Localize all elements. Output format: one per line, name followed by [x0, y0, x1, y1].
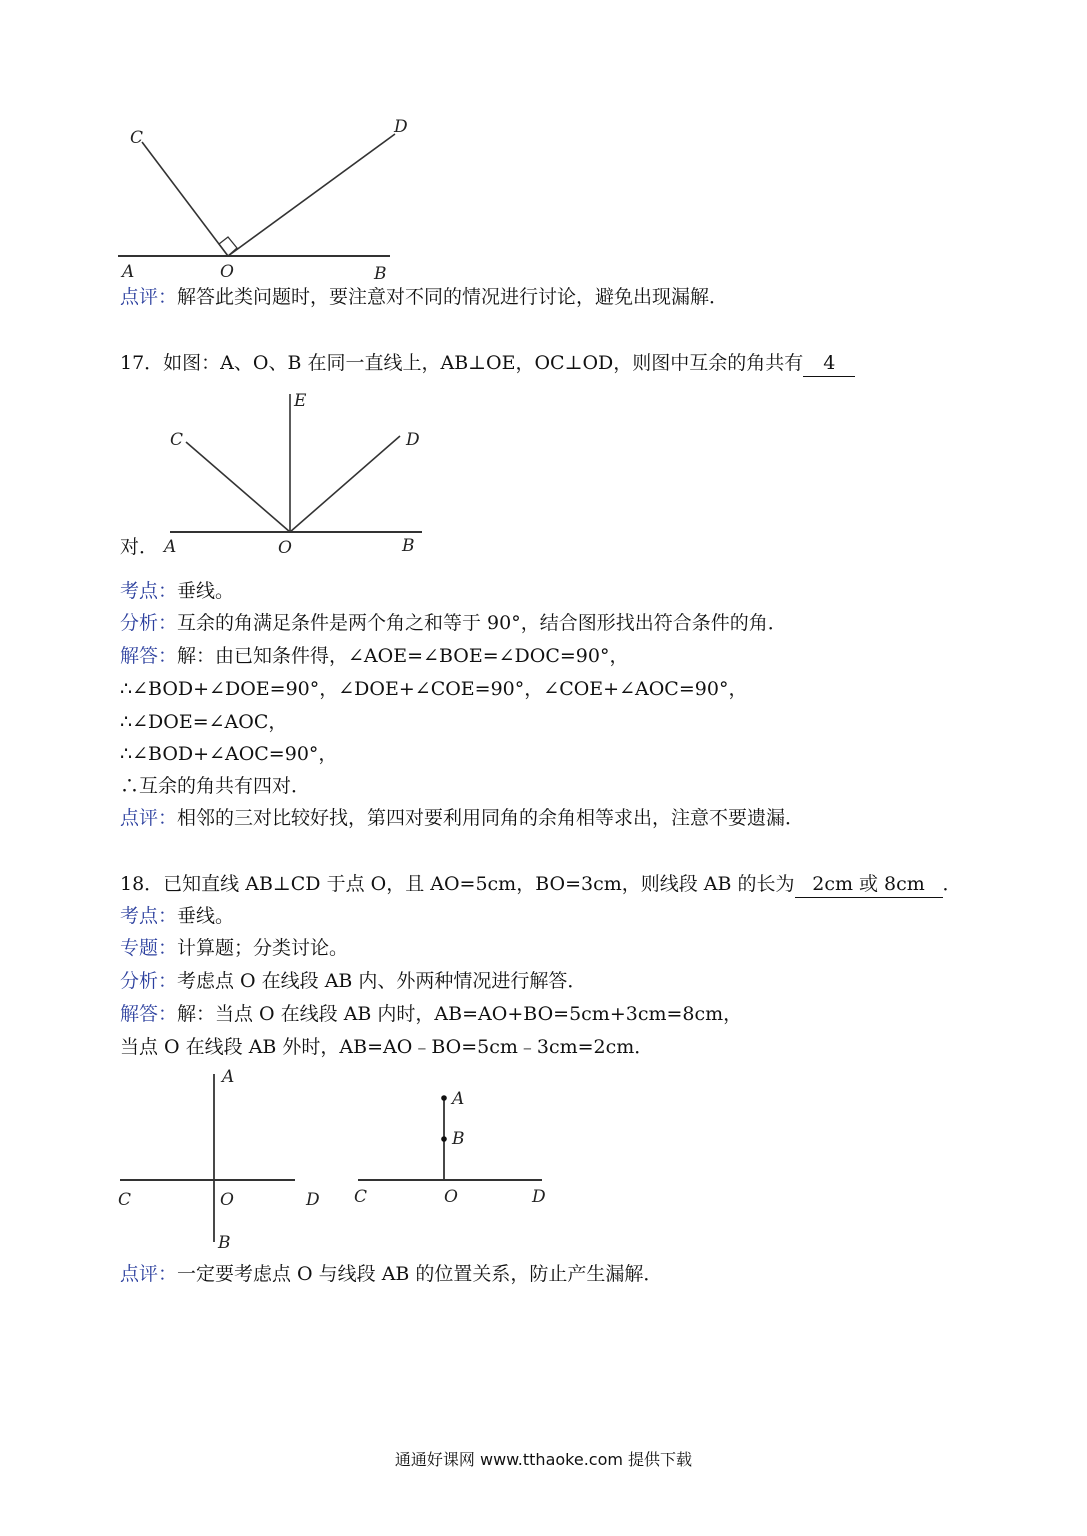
dianping-text: 一定要考虑点 O 与线段 AB 的位置关系，防止产生漏解．: [177, 1263, 663, 1285]
review-text: 解答此类问题时，要注意对不同的情况进行讨论，避免出现漏解．: [177, 286, 729, 308]
label-b: B: [452, 1129, 465, 1149]
jieda-tag: 解答：: [120, 1003, 178, 1025]
q18-answer: 2cm 或 8cm: [795, 871, 943, 898]
zhuanti-text: 计算题；分类讨论。: [177, 937, 349, 959]
q17-kaodian: [120, 578, 234, 604]
kaodian-tag: 考点：: [120, 580, 178, 602]
q17-step2: ∴∠DOE=∠AOC，: [120, 711, 288, 733]
label-b: B: [402, 536, 415, 556]
q17-step1: ∴∠BOD+∠DOE=90°，∠DOE+∠COE=90°，∠COE+∠AOC=90°，: [120, 678, 748, 700]
label-d: D: [532, 1187, 546, 1207]
dianping-tag: 点评：: [120, 1263, 178, 1285]
q17-suffix: 对．: [120, 536, 159, 558]
label-c: C: [130, 128, 144, 148]
fenxi-tag: 分析：: [120, 612, 178, 634]
q18-kaodian: [120, 903, 234, 929]
label-e: E: [294, 391, 307, 411]
fenxi-tag: 分析：: [120, 970, 178, 992]
q18-fenxi: [120, 968, 586, 994]
zhuanti-tag: 专题：: [120, 937, 178, 959]
q17-fenxi: [120, 610, 787, 636]
kaodian-tag: 考点：: [120, 905, 178, 927]
label-o: O: [220, 262, 234, 282]
q17-dianping: [120, 805, 804, 831]
jieda-text: 解：由已知条件得，∠AOE=∠BOE=∠DOC=90°，: [177, 645, 629, 667]
kaodian-text: 垂线。: [177, 905, 235, 927]
q18-dianping: [120, 1261, 662, 1287]
question-18: [120, 871, 962, 898]
page-footer: 通通好课网 www.tthaoke.com 提供下载: [394, 1450, 693, 1469]
q17-jieda: [120, 643, 629, 669]
label-d: D: [394, 117, 408, 137]
label-c: C: [354, 1187, 368, 1207]
q18-text: 18．已知直线 AB⊥CD 于点 O，且 AO=5cm，BO=3cm，则线段 AB 的长为: [120, 873, 795, 895]
label-a: A: [122, 262, 135, 282]
label-o: O: [444, 1187, 458, 1207]
kaodian-text: 垂线。: [177, 580, 235, 602]
figure-q17: [160, 388, 430, 560]
q17-step4: ∴互余的角共有四对．: [120, 775, 311, 797]
fenxi-text: 考虑点 O 在线段 AB 内、外两种情况进行解答．: [177, 970, 587, 992]
figure-angle-cod: [110, 110, 420, 285]
label-b: B: [218, 1233, 231, 1253]
label-b: B: [374, 264, 387, 284]
figure-q18-left: [110, 1064, 335, 1254]
q17-step3: ∴∠BOD+∠AOC=90°，: [120, 743, 338, 765]
dianping-text: 相邻的三对比较好找，第四对要利用同角的余角相等求出，注意不要遗漏．: [177, 807, 805, 829]
review-tag: 点评：: [120, 286, 178, 308]
q18-jieda: [120, 1001, 742, 1027]
label-c: C: [170, 430, 184, 450]
label-d: D: [406, 430, 420, 450]
q17-text: 17．如图：A、O、B 在同一直线上，AB⊥OE，OC⊥OD，则图中互余的角共有: [120, 352, 804, 374]
label-a: A: [164, 537, 177, 557]
jieda-text: 解：当点 O 在线段 AB 内时，AB=AO+BO=5cm+3cm=8cm，: [177, 1003, 743, 1025]
question-17: [120, 350, 855, 377]
label-c: C: [118, 1190, 132, 1210]
label-o: O: [278, 538, 292, 558]
q18-step1: 当点 O 在线段 AB 外时，AB=AO﹣BO=5cm﹣3cm=2cm．: [120, 1036, 654, 1058]
dianping-tag: 点评：: [120, 807, 178, 829]
review-16: [120, 284, 728, 310]
label-a: A: [452, 1089, 465, 1109]
q18-zhuanti: [120, 935, 348, 961]
q18-suffix: ．: [942, 873, 962, 895]
q17-answer: 4: [803, 350, 855, 377]
label-d: D: [306, 1190, 320, 1210]
label-a: A: [222, 1067, 235, 1087]
fenxi-text: 互余的角满足条件是两个角之和等于 90°，结合图形找出符合条件的角．: [177, 612, 787, 634]
label-o: O: [220, 1190, 234, 1210]
jieda-tag: 解答：: [120, 645, 178, 667]
figure-q18-right: [350, 1080, 560, 1210]
